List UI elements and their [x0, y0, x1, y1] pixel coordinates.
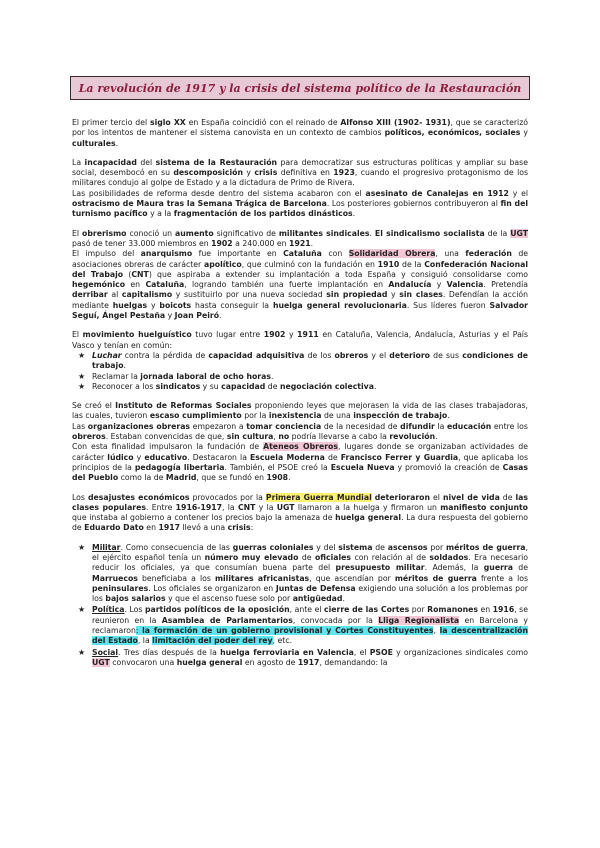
- list-item-social: ★ Social. Tres días después de la huelga ferroviaria en Valencia, el PSOE y organizaciones sindicales como UGT convocaron una huelga general en agosto de 1917, demandando: la: [72, 648, 528, 669]
- list-item: ★ Reconocer a los sindicatos y su capacidad de negociación colectiva.: [72, 382, 528, 392]
- paragraph-huelgas: El movimiento huelguístico tuvo lugar entre 1902 y 1911 en Cataluña, Valencia, Andalucía, Asturias y el País Vasco y tenían en común:: [72, 330, 529, 350]
- list-item: ★ Reclamar la jornada laboral de ocho horas.: [72, 372, 528, 382]
- list-huelgas: [72, 351, 528, 392]
- paragraph-obrerismo: El obrerismo conoció un aumento significativo de militantes sindicales. El sindicalismo socialista de la UGT pasó de tener 33.000 miembros en 1902 a 240.000 en 1921. El impulso del anarquismo fue importante en Cataluña con Solidaridad Obrera, una federación de asociaciones obreras de carácter apolítico, que culminó con la fundación en 1910 de la Confederación Nacional del Trabajo (CNT) que aspiraba a extender su implantación a toda España y consiguió consolidarse como hegemónico en Cataluña, logrando también una fuerte implantación en Andalucía y Valencia. Pretendía derribar al capitalismo y sustituirlo por una nueva sociedad sin propiedad y sin clases. Defendían la acción mediante huelgas y boicots hasta conseguir la huelga general revolucionaria. Sus líderes fueron Salvador Seguí, Ángel Pestaña y Joan Peiró.: [72, 228, 529, 321]
- list-item-militar: ★ Militar. Como consecuencia de las guerras coloniales y del sistema de ascensos por méritos de guerra, el ejército español tenía un número muy elevado de oficiales con relación al de soldados. Era necesario reducir los oficiales, ya que consumían buena parte del presupuesto militar. Además, la guerra de Marruecos beneficiaba a los militares africanistas, que ascendían por méritos de guerra frente a los peninsulares. Los oficiales se organizaron en Juntas de Defensa exigiendo una solución a los problemas por los bajos salarios y que el ascenso fuese solo por antigüedad.: [72, 543, 528, 605]
- paragraph-reformas: Se creó el Instituto de Reformas Sociales proponiendo leyes que mejorasen la vida de las clases trabajadoras, las cuales, tuvieron escaso cumplimiento por la inexistencia de una inspección de trabajo. Las organizaciones obreras empezaron a tomar conciencia de la necesidad de difundir la educación entre los obreros. Estaban convencidas de que, sin cultura, no podría llevarse a cabo la revolución. Con esta finalidad impulsaron la fundación de Ateneos Obreros, lugares donde se organizaban actividades de carácter lúdico y educativo. Destacaron la Escuela Moderna de Francisco Ferrer y Guardia, que aplicaba los principios de la pedagogía libertaria. También, el PSOE creó la Escuela Nueva y promovió la creación de Casas del Pueblo como la de Madrid, que se fundó en 1908.: [72, 401, 529, 483]
- document-body: [72, 118, 528, 677]
- page-title: La revolución de 1917 y la crisis del sistema político de la Restauración: [78, 81, 522, 95]
- list-crisis: [72, 543, 528, 669]
- paragraph-restauracion: La incapacidad del sistema de la Restauración para democratizar sus estructuras políticas y ampliar su base social, desembocó en su descomposición y crisis definitiva en 1923, cuando el progresivo protagonismo de los militares condujo al golpe de Estado y a la dictadura de Primo de Rivera. Las posibilidades de reforma desde dentro del sistema acabaron con el asesinato de Canalejas en 1912 y el ostracismo de Maura tras la Semana Trágica de Barcelona. Los posteriores gobiernos contribuyeron al fin del turnismo pacífico y a la fragmentación de los partidos dinásticos.: [72, 157, 529, 219]
- title-banner: [70, 76, 530, 100]
- paragraph-crisis: Los desajustes económicos provocados por la Primera Guerra Mundial deterioraron el nivel de vida de las clases populares. Entre 1916-1917, la CNT y la UGT llamaron a la huelga y firmaron un manifiesto conjunto que instaba al gobierno a contener los precios bajo la amenaza de huelga general. La dura respuesta del gobierno de Eduardo Dato en 1917 llevó a una crisis:: [72, 492, 528, 533]
- paragraph-intro: El primer tercio del siglo XX en España coincidió con el reinado de Alfonso XIII (1902- 1931), que se caracterizó por los intentos de mantener el sistema canovista en un contexto de cambios políticos, económicos, sociales y culturales.: [72, 118, 528, 148]
- list-item: ★ Luchar contra la pérdida de capacidad adquisitiva de los obreros y el deterioro de sus condiciones de trabajo.: [72, 351, 528, 372]
- list-item-politica: ★ Política. Los partidos políticos de la oposición, ante el cierre de las Cortes por Romanones en 1916, se reunieron en la Asamblea de Parlamentarios, convocada por la Lliga Regionalista en Barcelona y reclamaron: la formación de un gobierno provisional y Cortes Constituyentes, la descentralización del Estado, la limitación del poder del rey, etc.: [72, 605, 528, 646]
